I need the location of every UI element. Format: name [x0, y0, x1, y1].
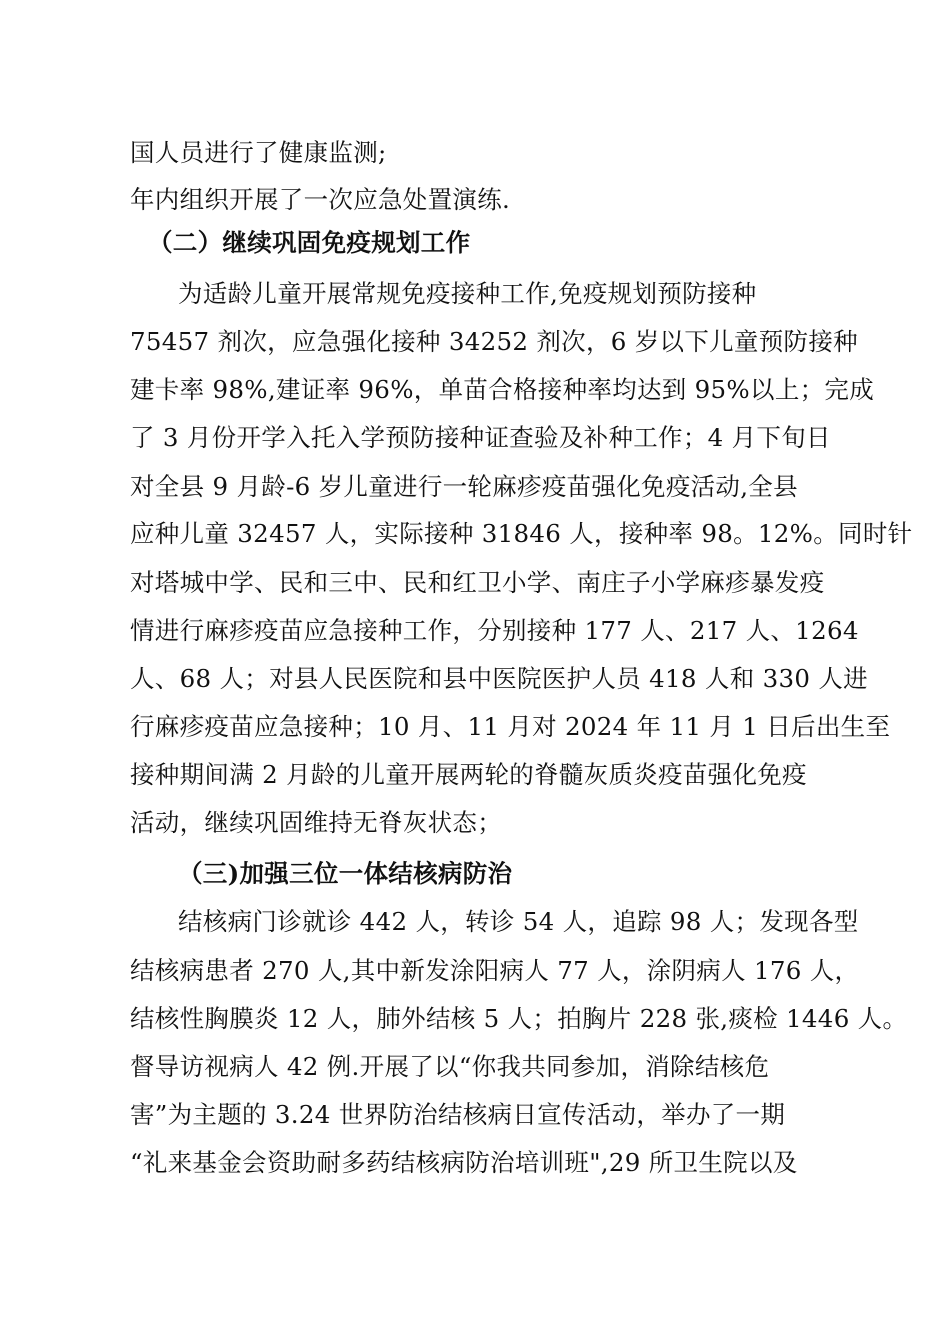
- paragraph-first-line: 为适龄儿童开展常规免疫接种工作,免疫规划预防接种: [178, 279, 757, 308]
- text-line: 接种期间满 2 月龄的儿童开展两轮的脊髓灰质炎疫苗强化免疫: [130, 760, 807, 789]
- text-line: “礼来基金会资助耐多药结核病防治培训班",29 所卫生院以及: [130, 1148, 798, 1177]
- text-line: 活动，继续巩固维持无脊灰状态；: [130, 808, 502, 837]
- text-line: 人、68 人；对县人民医院和县中医院医护人员 418 人和 330 人进: [130, 664, 868, 693]
- text-line: 国人员进行了健康监测;: [130, 138, 387, 167]
- text-line: 75457 剂次，应急强化接种 34252 剂次，6 岁以下儿童预防接种: [130, 327, 858, 356]
- text-line: 结核病患者 270 人,其中新发涂阳病人 77 人，涂阴病人 176 人，: [130, 956, 860, 985]
- text-line: 对塔城中学、民和三中、民和红卫小学、南庄子小学麻疹暴发疫: [130, 568, 825, 597]
- paragraph-first-line: 结核病门诊就诊 442 人，转诊 54 人，追踪 98 人；发现各型: [178, 907, 859, 936]
- section-heading: （二）继续巩固免疫规划工作: [148, 228, 471, 257]
- section-heading: （三)加强三位一体结核病防治: [178, 859, 513, 888]
- text-line: 害”为主题的 3.24 世界防治结核病日宣传活动，举办了一期: [130, 1100, 786, 1129]
- text-line: 了 3 月份开学入托入学预防接种证查验及补种工作；4 月下旬日: [130, 423, 831, 452]
- text-line: 建卡率 98%,建证率 96%，单苗合格接种率均达到 95%以上；完成: [130, 375, 875, 404]
- text-line: 督导访视病人 42 例.开展了以“你我共同参加，消除结核危: [130, 1052, 770, 1081]
- text-line: 对全县 9 月龄-6 岁儿童进行一轮麻疹疫苗强化免疫活动,全县: [130, 472, 798, 501]
- text-line: 情进行麻疹疫苗应急接种工作，分别接种 177 人、217 人、1264: [130, 616, 859, 645]
- text-line: 应种儿童 32457 人，实际接种 31846 人，接种率 98。12%。同时针: [130, 519, 913, 548]
- text-line: 行麻疹疫苗应急接种；10 月、11 月对 2024 年 11 月 1 日后出生至: [130, 712, 891, 741]
- text-line: 年内组织开展了一次应急处置演练.: [130, 185, 511, 214]
- text-line: 结核性胸膜炎 12 人，肺外结核 5 人；拍胸片 228 张,痰检 1446 人。: [130, 1004, 908, 1033]
